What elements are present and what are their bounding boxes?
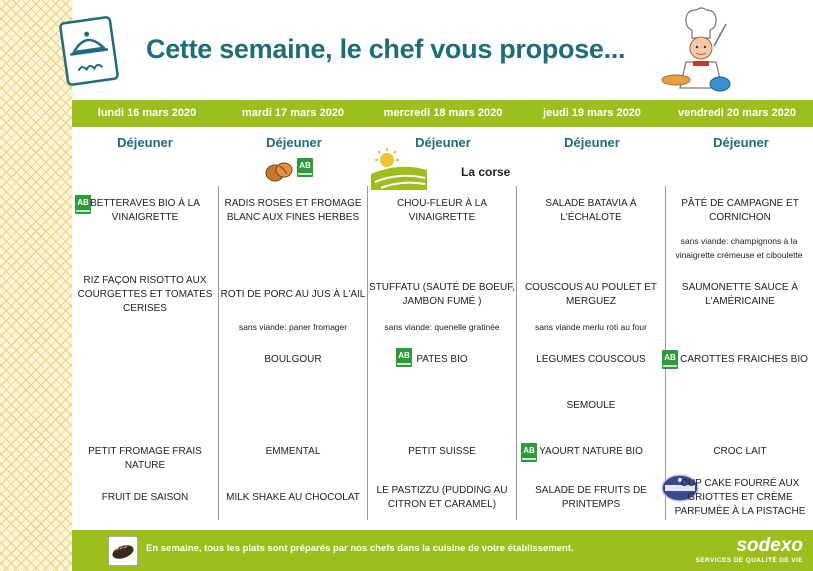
- menu-note-starter-friday: sans viande: champignons à la vinaigrette crémeuse et ciboulette: [675, 236, 803, 260]
- menu-item-dessert-wednesday: LE PASTIZZU (PUDDING AU CITRON ET CARAMEL): [376, 485, 508, 510]
- menu-item-main-monday: RIZ FAÇON RISOTTO AUX COURGETTES ET TOMATES CERISES: [77, 275, 213, 314]
- bio-badge-icon: AB: [75, 195, 91, 214]
- menu-item-dairy-friday: CROC LAIT: [713, 446, 767, 457]
- day-wednesday: mercredi 18 mars 2020: [383, 107, 503, 119]
- day-friday: vendredi 20 mars 2020: [677, 107, 797, 119]
- chef-illustration-icon: [656, 6, 742, 98]
- menu-note-main-tuesday: sans viande: paner fromager: [238, 322, 348, 332]
- menu-item-starter-friday: PÂTÉ DE CAMPAGNE ET CORNICHON: [681, 198, 799, 223]
- menu-note-main-thursday: sans viande merlu roti au four: [535, 322, 647, 332]
- meal-label-thursday: Déjeuner: [564, 135, 620, 150]
- menu-item-dessert-thursday: SALADE DE FRUITS DE PRINTEMPS: [535, 485, 647, 510]
- menu-item-starter-wednesday: CHOU-FLEUR À LA VINAIGRETTE: [396, 198, 487, 223]
- menu-item-starter-thursday: SALADE BATAVIA À L'ÉCHALOTE: [545, 198, 637, 223]
- menu-item-side-extra-thursday: SEMOULE: [566, 400, 616, 411]
- menu-item-side-friday: CAROTTES FRAICHES BIO: [680, 354, 808, 365]
- menu-item-main-friday: SAUMONETTE SAUCE À L'AMÉRICAINE: [681, 282, 799, 307]
- brand-name: sodexo: [736, 535, 803, 556]
- menu-item-main-thursday: COUSCOUS AU POULET ET MERGUEZ: [524, 282, 658, 307]
- footer-band: [72, 530, 813, 571]
- menu-item-side-tuesday: BOULGOUR: [264, 354, 322, 365]
- theme-label: La corse: [461, 165, 511, 179]
- menu-item-dairy-wednesday: PETIT SUISSE: [408, 446, 476, 457]
- menu-item-dessert-monday: FRUIT DE SAISON: [101, 492, 189, 503]
- bio-badge-icon: AB: [396, 348, 412, 367]
- bio-badge-icon: AB: [297, 158, 313, 177]
- menu-item-dairy-monday: PETIT FROMAGE FRAIS NATURE: [88, 446, 202, 471]
- brand-tagline: SERVICES DE QUALITÉ DE VIE: [695, 557, 803, 564]
- days-header: [72, 100, 813, 127]
- sodexo-logo: [696, 535, 803, 564]
- bio-badge-icon: AB: [662, 350, 678, 369]
- menu-item-dairy-thursday: YAOURT NATURE BIO: [539, 446, 643, 457]
- footer-text: En semaine, tous les plats sont préparés par nos chefs dans la cuisine de votre établissement.: [146, 543, 574, 554]
- menu-item-dessert-friday: CUP CAKE FOURRÉ AUX GRIOTTES ET CRÈME PARFUMÉE À LA PISTACHE: [674, 478, 806, 517]
- menu-cloche-icon: [56, 14, 120, 86]
- day-monday: lundi 16 mars 2020: [97, 107, 197, 119]
- countryside-sun-icon: [371, 148, 427, 190]
- meal-label-tuesday: Déjeuner: [266, 135, 322, 150]
- page-title: Cette semaine, le chef vous propose...: [146, 34, 626, 64]
- meal-label-monday: Déjeuner: [117, 135, 173, 150]
- menu-item-side-wednesday: PATES BIO: [416, 354, 468, 365]
- menu-note-main-wednesday: sans viande: quenelle gratinée: [384, 322, 500, 332]
- bio-badge-icon: AB: [521, 443, 537, 462]
- menu-item-dessert-tuesday: MILK SHAKE AU CHOCOLAT: [226, 492, 360, 503]
- meal-label-wednesday: Déjeuner: [415, 135, 471, 150]
- bread-rolls-icon: [265, 158, 293, 184]
- menu-item-starter-tuesday: RADIS ROSES ET FROMAGE BLANC AUX FINES HERBES: [224, 198, 362, 223]
- menu-item-dairy-tuesday: EMMENTAL: [265, 446, 321, 457]
- menu-item-main-tuesday: ROTI DE PORC AU JUS À L'AIL: [220, 289, 366, 300]
- menu-item-starter-monday: BETTERAVES BIO À LA VINAIGRETTE: [90, 198, 200, 223]
- menu-item-side-thursday: LEGUMES COUSCOUS: [536, 354, 646, 365]
- menu-item-main-wednesday: STUFFATU (SAUTÉ DE BOEUF, JAMBON FUMÉ ): [369, 282, 515, 307]
- baguette-icon: [108, 536, 138, 566]
- meal-label-friday: Déjeuner: [713, 135, 769, 150]
- day-thursday: jeudi 19 mars 2020: [543, 107, 641, 119]
- day-tuesday: mardi 17 mars 2020: [241, 107, 345, 119]
